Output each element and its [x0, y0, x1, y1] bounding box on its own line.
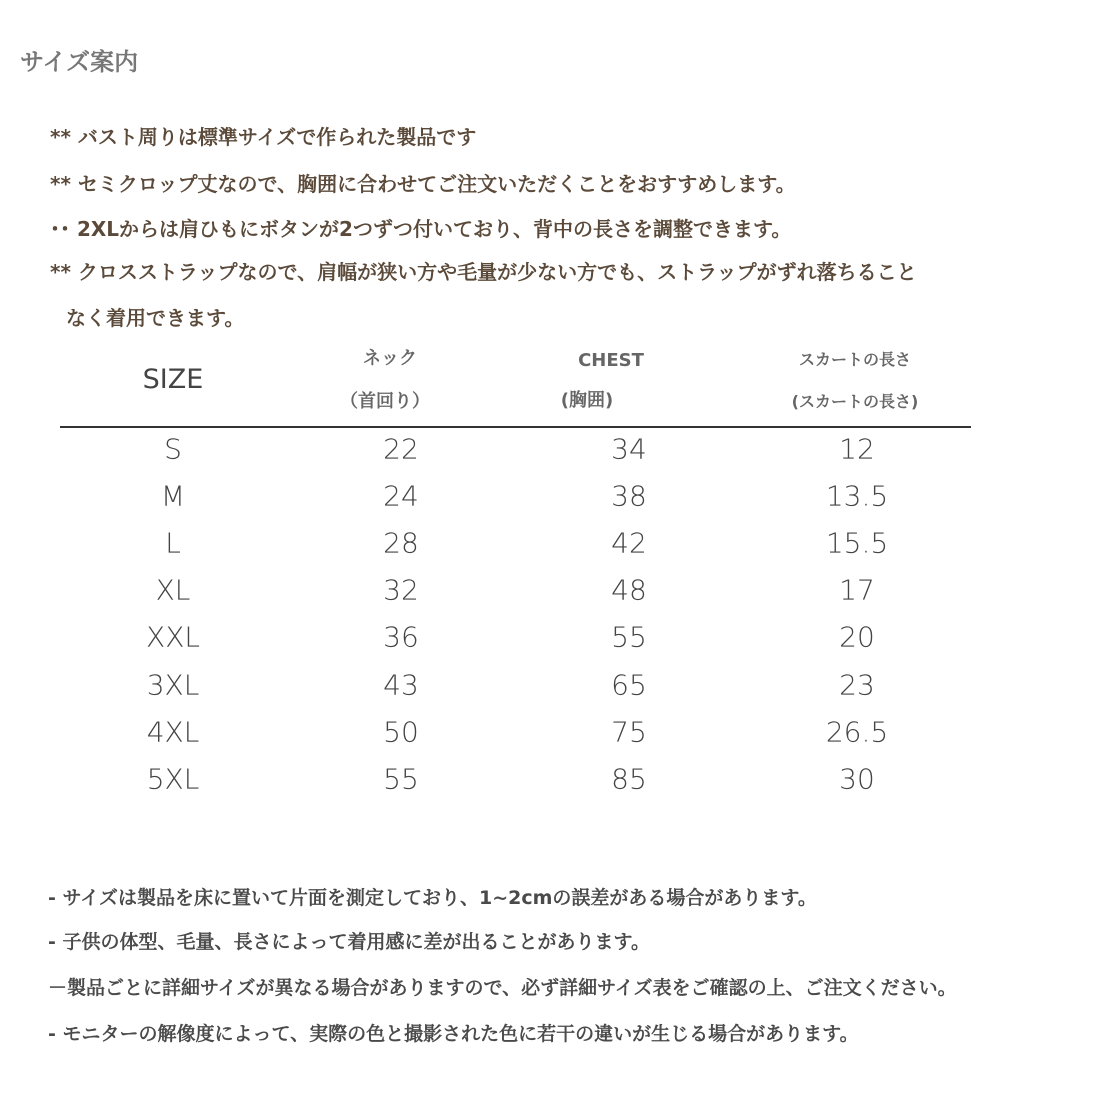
cell-size: XL [155, 573, 191, 607]
note-2: ** セミクロップ丈なので、胸囲に合わせてご注文いただくことをおすすめします。 [50, 172, 796, 196]
cell-chest: 55 [611, 620, 647, 654]
cell-chest: 65 [611, 668, 647, 701]
cell-skirt-length: 12 [839, 432, 875, 466]
cell-chest: 38 [611, 479, 647, 513]
cell-chest: 42 [611, 526, 647, 560]
cell-neck: 22 [383, 432, 419, 466]
header-chest: CHEST [578, 350, 644, 371]
footnote-1: - サイズは製品を床に置いて片面を測定しており、1~2cmの誤差がある場合があります。 [48, 887, 817, 909]
cell-chest: 75 [611, 715, 647, 749]
header-divider [60, 426, 971, 428]
page-title: サイズ案内 [20, 48, 139, 76]
header-skirt-sub: (スカートの長さ) [791, 392, 919, 411]
cell-skirt-length: 26.5 [825, 715, 889, 749]
header-skirt: スカートの長さ [798, 350, 912, 369]
cell-size: 3XL [146, 668, 200, 701]
cell-chest: 85 [611, 762, 647, 796]
cell-size: M [160, 479, 186, 513]
cell-chest: 48 [611, 573, 647, 607]
header-chest-sub: (胸囲) [560, 390, 614, 411]
cell-neck: 36 [383, 620, 419, 654]
footnote-2: - 子供の体型、毛量、長さによって着用感に差が出ることがあります。 [48, 931, 650, 953]
cell-size: L [165, 526, 181, 560]
cell-size: S [164, 432, 182, 466]
cell-neck: 32 [383, 573, 419, 607]
cell-neck: 50 [383, 715, 419, 749]
note-3: ･･ 2XLからは肩ひもにボタンが2つずつ付いており、背中の長さを調整できます。 [50, 217, 792, 241]
cell-neck: 28 [383, 526, 419, 560]
cell-size: XXL [146, 620, 200, 654]
cell-neck: 24 [383, 479, 419, 513]
note-4: ** クロスストラップなので、肩幅が狭い方や毛量が少ない方でも、ストラップがずれ落ちること [50, 260, 917, 284]
cell-skirt-length: 23 [839, 668, 875, 701]
cell-neck: 43 [383, 668, 419, 701]
header-neck: ネック [363, 348, 417, 369]
cell-size: 5XL [146, 762, 200, 796]
cell-chest: 34 [611, 432, 647, 466]
footnote-3: －製品ごとに詳細サイズが異なる場合がありますので、必ず詳細サイズ表をご確認の上、ご注文ください。 [48, 977, 957, 999]
cell-skirt-length: 30 [839, 762, 875, 796]
cell-skirt-length: 17 [839, 573, 875, 607]
header-size: SIZE [142, 364, 204, 395]
cell-skirt-length: 20 [839, 620, 875, 654]
cell-size: 4XL [146, 715, 200, 749]
header-neck-sub: （首回り） [340, 391, 430, 412]
cell-skirt-length: 15.5 [825, 526, 889, 560]
note-1: ** バスト周りは標準サイズで作られた製品です [50, 125, 477, 149]
note-4-cont: なく着用できます。 [66, 306, 245, 330]
cell-skirt-length: 13.5 [825, 479, 889, 513]
footnote-4: - モニターの解像度によって、実際の色と撮影された色に若干の違いが生じる場合があります。 [48, 1023, 859, 1045]
cell-neck: 55 [383, 762, 419, 796]
